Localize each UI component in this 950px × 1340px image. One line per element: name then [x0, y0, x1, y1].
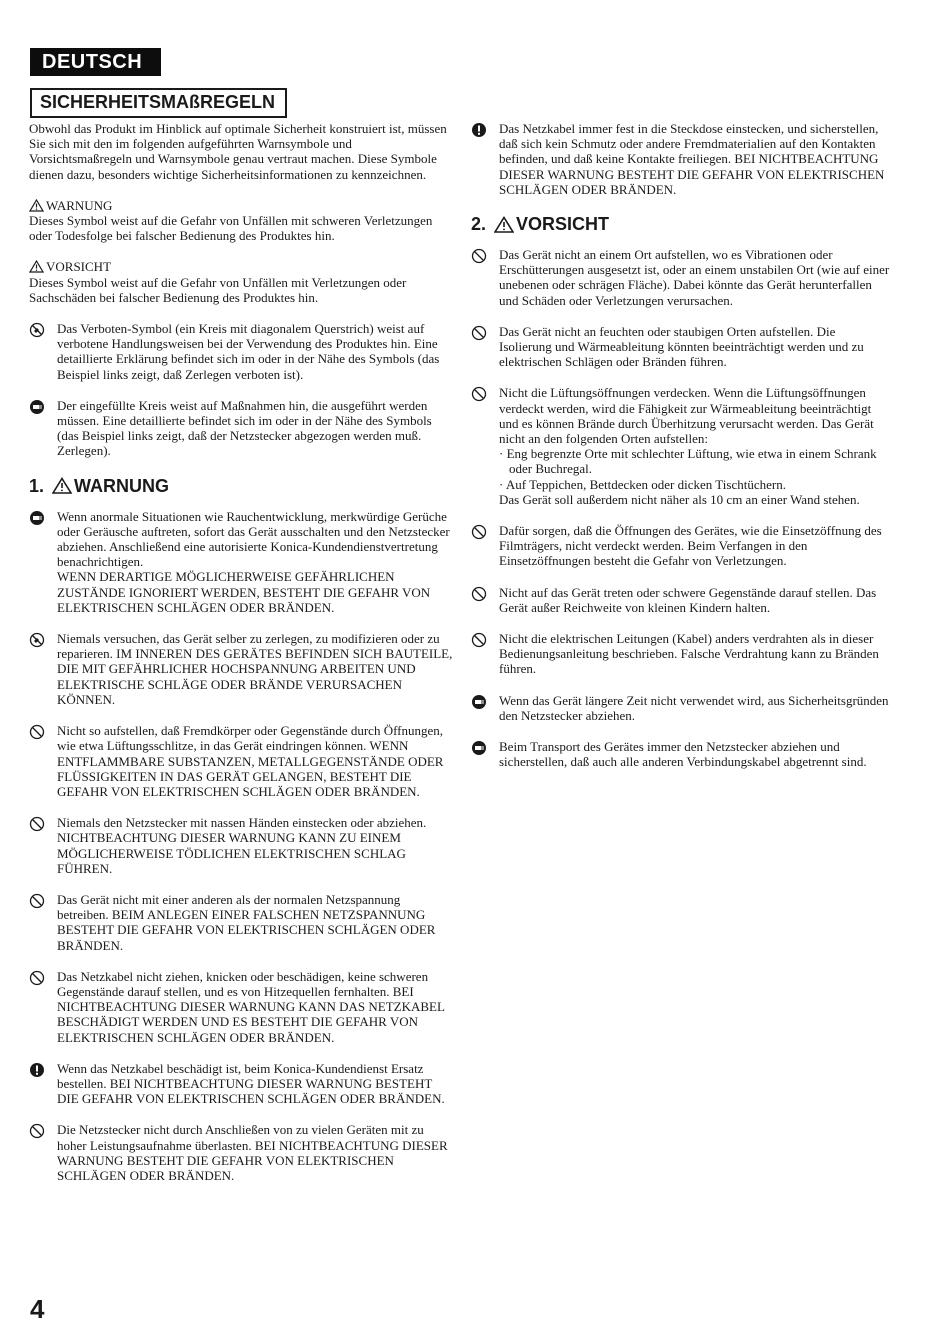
- caution-item-text: Wenn das Gerät längere Zeit nicht verwendet wird, aus Sicherheitsgründen den Netzstecker abziehen.: [499, 692, 889, 723]
- prohibited-icon: [29, 723, 57, 799]
- caution-item-text: Das Gerät nicht an feuchten oder staubigen Orten aufstellen. Die Isolierung und Wärmeableitung könnten beeinträchtigt werden und zu elektrischen Schlägen oder Bränden führen.: [499, 323, 864, 370]
- warning-item: [29, 1122, 454, 1183]
- caution-triangle-icon: [494, 216, 514, 233]
- warning-item-text: Das Netzkabel nicht ziehen, knicken oder beschädigen, keine schweren Gegenstände darauf stellen, und es von Hitzequellen fernhalten. BEI NICHTBEACHTUNG DIESER WARNUNG KANN DAS NETZKABEL BESCHÄDIGT WERDEN UND ES BESTEHT DIE GEFAHR VON ELEKTRISCHEN SCHLÄGEN ODER BRÄNDEN.: [57, 968, 445, 1045]
- warning-item: [29, 509, 454, 615]
- caution-item: [471, 693, 891, 723]
- warning-item-body: [57, 509, 454, 615]
- caution-item: [471, 585, 891, 615]
- caution-item: [471, 739, 891, 769]
- symbol-note-text: Das Verboten-Symbol (ein Kreis mit diagonalem Querstrich) weist auf verbotene Handlungsweisen bei der Verwendung des Produktes hin. Eine detaillierte Erklärung befindet sich im oder in der Nähe des Symbols (das Beispiel links zeigt, daß Zerlegen verboten ist).: [57, 321, 440, 382]
- warning-legend-label: [29, 198, 454, 213]
- caution-item-text: Das Gerät nicht an einem Ort aufstellen, wo es Vibrationen oder Erschütterungen ausgesetzt ist, oder an einem unstabilen Ort (wie auf einer unebenen oder schrägen Fläche). Dabei könnte das Gerät herunterfallen und Schäden oder Verletzungen verursachen.: [499, 247, 890, 308]
- warning-label-text: WARNUNG: [46, 197, 113, 213]
- caution-item: [471, 324, 891, 370]
- warning-item-text: Nicht so aufstellen, daß Fremdkörper oder Gegenstände durch Öffnungen, wie etwa Lüftungsschlitze, in das Gerät eindringen können. WENN ENTFLAMMBARE SUBSTANZEN, METALLGEGENSTÄNDE ODER FLÜSSIGKEITEN IN DAS GERÄT GELANGEN, BESTEHT DIE GEFAHR VON ELEKTRISCHEN SCHLÄGEN ODER BRÄNDEN.: [57, 723, 444, 799]
- warning-legend-text: Dieses Symbol weist auf die Gefahr von Unfällen mit schweren Verletzungen oder Todesfolge bei falscher Bedienung des Produktes hin.: [29, 213, 433, 244]
- caution-item-text: Nicht auf das Gerät treten oder schwere Gegenstände darauf stellen. Das Gerät außer Reichweite von kleinen Kindern halten.: [499, 584, 877, 615]
- warning-triangle-icon: [29, 199, 44, 212]
- page-number: 4: [30, 1294, 45, 1324]
- prohibited-icon: [471, 324, 499, 370]
- warning-item: [29, 631, 454, 707]
- caution-heading-title: VORSICHT: [516, 214, 610, 235]
- caution-item-text: Nicht die elektrischen Leitungen (Kabel) anders verdrahten als in dieser Bedienungsanleitung beschrieben. Falsche Verdrahtung kann zu Bränden führen.: [499, 631, 879, 677]
- bullet-item: · Eng begrenzte Orte mit schlechter Lüftung, wie etwa in einem Schrank oder Buchregal.: [499, 446, 877, 477]
- warning-item-text: Das Gerät nicht mit einer anderen als der normalen Netzspannung betreiben. BEIM ANLEGEN EINER FALSCHEN NETZSPANNUNG BESTEHT DIE GEFAHR VON ELEKTRISCHEN SCHLÄGEN ODER BRÄNDEN.: [57, 891, 436, 953]
- prohibited-icon: [29, 1122, 57, 1183]
- no-disassembly-icon: [29, 631, 57, 707]
- warning-item-text: Wenn anormale Situationen wie Rauchentwicklung, merkwürdige Gerüche oder Geräusche auftreten, sofort das Gerät ausschalten und den Netzstecker abziehen. Anschließend eine autorisierte Konica-Kundendienstvertretung benachrichtigen.: [57, 508, 450, 570]
- left-column: [29, 121, 454, 1199]
- warning-legend: [29, 198, 454, 244]
- warning-item-text: Das Netzkabel immer fest in die Steckdose einstecken, und sicherstellen, daß sich kein Schmutz oder andere Fremdmaterialien auf den Kontakten befinden, und daß keine Kontakte freiliegen. BEI NICHTBEACHTUNG DIESER WARNUNG BESTEHT DIE GEFAHR VON ELEKTRISCHEN SCHLÄGEN ODER BRÄNDEN.: [499, 121, 885, 197]
- prohibited-icon: [29, 969, 57, 1045]
- caution-legend-label: [29, 259, 454, 274]
- prohibited-icon: [471, 385, 499, 507]
- intro-paragraph: Obwohl das Produkt im Hinblick auf optimale Sicherheit konstruiert ist, müssen Sie sich mit den im folgenden aufgeführten Warnsymbole und Vorsichtsmaßregeln und Warnsymbole genau vertraut machen. Diese Symbole dienen dazu, besonders wichtige Sicherheitsinformationen zu kennzeichnen.: [29, 121, 447, 182]
- caution-item-text: Dafür sorgen, daß die Öffnungen des Gerätes, wie die Einsetzöffnung des Filmträgers, nicht verdeckt werden. Beim Verfangen in den Einsetzöffnungen besteht die Gefahr von Verletzungen.: [499, 523, 882, 569]
- caution-item-text: Beim Transport des Gerätes immer den Netzstecker abziehen und sicherstellen, daß auch alle anderen Verbindungskabel abgetrennt sind.: [499, 739, 867, 770]
- warning-item: [29, 969, 454, 1045]
- warning-heading: [29, 475, 454, 497]
- prohibited-icon: [29, 892, 57, 953]
- prohibited-icon: [471, 631, 499, 677]
- mandatory-icon: [471, 121, 499, 197]
- section-title: SICHERHEITSMAßREGELN: [30, 88, 287, 118]
- warning-item: [471, 121, 891, 197]
- prohibited-icon: [471, 247, 499, 308]
- symbol-note: [29, 398, 454, 459]
- caution-triangle-icon: [29, 260, 44, 273]
- unplug-icon: [29, 509, 57, 615]
- right-column: [471, 121, 891, 786]
- caution-item: [471, 523, 891, 569]
- caution-heading-number: 2.: [471, 214, 487, 235]
- language-badge: DEUTSCH: [30, 48, 161, 76]
- caution-label-text: VORSICHT: [46, 259, 112, 275]
- warning-heading-title: WARNUNG: [74, 475, 170, 496]
- unplug-icon: [471, 693, 499, 723]
- warning-item: [29, 1061, 454, 1107]
- caution-item: [471, 247, 891, 308]
- symbol-note: [29, 321, 454, 382]
- unplug-icon: [471, 739, 499, 769]
- bullet-item-text: Auf Teppichen, Bettdecken oder dicken Tischtüchern.: [505, 476, 786, 492]
- warning-item-caps: WENN DERARTIGE MÖGLICHERWEISE GEFÄHRLICHEN ZUSTÄNDE IGNORIERT WERDEN, BESTEHT DIE GEFAHR VON ELEKTRISCHEN SCHLÄGEN ODER BRÄNDEN.: [57, 569, 431, 615]
- warning-item: [29, 815, 454, 876]
- unplug-icon: [29, 398, 57, 459]
- bullet-item-text: Eng begrenzte Orte mit schlechter Lüftung, wie etwa in einem Schrank oder Buchregal.: [506, 446, 877, 477]
- symbol-note-text: Der eingefüllte Kreis weist auf Maßnahmen hin, die ausgeführt werden müssen. Eine detaillierte befindet sich im oder in der Nähe des Symbols (das Beispiel links zeigt, daß der Netzstecker abgezogen werden muß. Zerlegen).: [57, 397, 432, 459]
- caution-item-text: Nicht die Lüftungsöffnungen verdecken. Wenn die Lüftungsöffnungen verdeckt werden, wird die Fähigkeit zur Wärmeableitung beeinträchtigt und es können Brände durch Überhitzung verursacht werden. Das Gerät nicht an den folgenden Orten aufstellen:: [499, 385, 874, 447]
- bullet-item: · Auf Teppichen, Bettdecken oder dicken Tischtüchern.: [499, 476, 786, 492]
- caution-legend: [29, 259, 454, 305]
- warning-item-text: Die Netzstecker nicht durch Anschließen von zu vielen Geräten mit zu hoher Leistungsaufnahme überlasten. BEI NICHTBEACHTUNG DIESER WARNUNG BESTEHT DIE GEFAHR VON ELEKTRISCHEN SCHLÄGEN ODER BRÄNDEN.: [57, 1122, 448, 1183]
- warning-triangle-icon: [52, 477, 72, 494]
- caution-item: [471, 385, 891, 507]
- mandatory-icon: [29, 1061, 57, 1107]
- caution-heading: [471, 213, 891, 235]
- warning-item: [29, 892, 454, 953]
- location-bullet-list: [499, 446, 891, 492]
- warning-item-text: Niemals versuchen, das Gerät selber zu zerlegen, zu modifizieren oder zu reparieren. IM INNEREN DES GERÄTES BEFINDEN SICH BAUTEILE, DIE MIT GEFÄHRLICHER HOCHSPANNUNG ARBEITEN UND ELEKTRISCHE SCHLÄGE ODER BRÄNDE VERURSACHEN KÖNNEN.: [57, 631, 453, 707]
- warning-item: [29, 723, 454, 799]
- warning-item-text: Wenn das Netzkabel beschädigt ist, beim Konica-Kundendienst Ersatz bestellen. BEI NICHTBEACHTUNG DIESER WARNUNG BESTEHT DIE GEFAHR VON ELEKTRISCHEN SCHLÄGEN ODER BRÄNDEN.: [57, 1060, 445, 1107]
- caution-legend-text: Dieses Symbol weist auf die Gefahr von Unfällen mit Verletzungen oder Sachschäden bei falscher Bedienung des Produktes hin.: [29, 274, 407, 305]
- prohibited-icon: [471, 585, 499, 615]
- prohibited-icon: [471, 523, 499, 569]
- no-disassembly-icon: [29, 321, 57, 382]
- warning-item-text: Niemals den Netzstecker mit nassen Händen einstecken oder abziehen. NICHTBEACHTUNG DIESER WARNUNG KANN ZU EINEM MÖGLICHERWEISE TÖDLICHEN ELEKTRISCHEN SCHLAG FÜHREN.: [57, 815, 427, 876]
- warning-heading-number: 1.: [29, 475, 45, 496]
- caution-item: [471, 631, 891, 677]
- caution-item-after: Das Gerät soll außerdem nicht näher als 10 cm an einer Wand stehen.: [499, 491, 860, 507]
- caution-item-body: [499, 385, 891, 507]
- prohibited-icon: [29, 815, 57, 876]
